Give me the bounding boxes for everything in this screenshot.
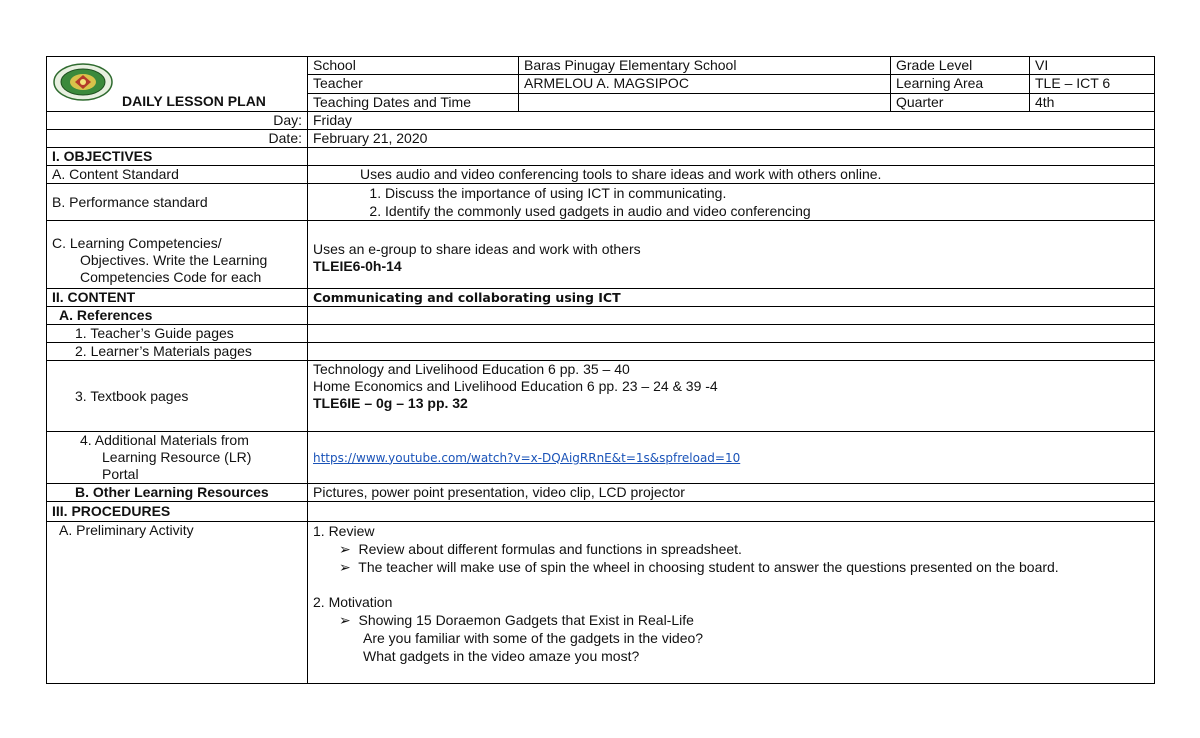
competencies-label-line: Objectives. Write the Learning bbox=[80, 252, 268, 268]
grade-value: VI bbox=[1030, 57, 1155, 75]
area-label: Learning Area bbox=[891, 75, 1030, 93]
lm-empty bbox=[308, 343, 1155, 361]
preliminary-value bbox=[308, 522, 1155, 684]
textbook-code: TLE6IE – 0g – 13 pp. 32 bbox=[313, 395, 468, 411]
lesson-plan-page bbox=[46, 56, 1154, 684]
dates-label: Teaching Dates and Time bbox=[308, 93, 519, 111]
competencies-label-line: Competencies Code for each bbox=[80, 269, 262, 285]
motivation-item: Showing 15 Doraemon Gadgets that Exist in Real-Life bbox=[358, 612, 694, 628]
school-value: Baras Pinugay Elementary School bbox=[519, 57, 891, 75]
lesson-plan-table bbox=[46, 56, 1155, 684]
other-resources-label: B. Other Learning Resources bbox=[47, 484, 308, 502]
review-item: The teacher will make use of spin the wheel in choosing student to answer the questions presented on the board. bbox=[358, 559, 1059, 575]
additional-label bbox=[47, 432, 308, 484]
additional-label-line: 4. Additional Materials from bbox=[80, 432, 249, 448]
objectives-empty bbox=[308, 148, 1155, 166]
competencies-value bbox=[308, 221, 1155, 289]
list-item: 1. Discuss the importance of using ICT in communicating. bbox=[385, 184, 1149, 202]
lr-portal-link[interactable]: https://www.youtube.com/watch?v=x-DQAigRRnE&t=1s&spfreload=10 bbox=[313, 450, 741, 465]
content-standard-label: A. Content Standard bbox=[47, 166, 308, 184]
area-value: TLE – ICT 6 bbox=[1030, 75, 1155, 93]
procedures-heading: III. PROCEDURES bbox=[47, 502, 308, 522]
day-label: Day: bbox=[47, 112, 308, 130]
date-label: Date: bbox=[47, 130, 308, 148]
school-label: School bbox=[308, 57, 519, 75]
arrow-bullet-icon: ➢ bbox=[339, 541, 351, 557]
content-value: Communicating and collaborating using ICT bbox=[308, 289, 1155, 307]
day-value: Friday bbox=[308, 112, 1155, 130]
list-item bbox=[313, 558, 1149, 576]
references-heading: A. References bbox=[47, 307, 308, 325]
list-item: 2. Identify the commonly used gadgets in audio and video conferencing bbox=[385, 202, 1149, 220]
teacher-label: Teacher bbox=[308, 75, 519, 93]
school-seal-icon bbox=[53, 63, 113, 101]
competencies-text: Uses an e-group to share ideas and work with others bbox=[313, 240, 641, 257]
quarter-label: Quarter bbox=[891, 93, 1030, 111]
arrow-bullet-icon: ➢ bbox=[339, 559, 351, 575]
additional-value bbox=[308, 432, 1155, 484]
lm-label: 2. Learner’s Materials pages bbox=[47, 343, 308, 361]
motivation-question: What gadgets in the video amaze you most? bbox=[363, 648, 640, 664]
textbook-line: Technology and Livelihood Education 6 pp. 35 – 40 bbox=[313, 361, 630, 377]
objectives-heading: I. OBJECTIVES bbox=[47, 148, 308, 166]
tg-label: 1. Teacher’s Guide pages bbox=[47, 325, 308, 343]
procedures-empty bbox=[308, 502, 1155, 522]
teacher-value: ARMELOU A. MAGSIPOC bbox=[519, 75, 891, 93]
header-logo-cell bbox=[47, 57, 308, 112]
textbook-line: Home Economics and Livelihood Education 6 pp. 23 – 24 & 39 -4 bbox=[313, 378, 718, 394]
references-empty bbox=[308, 307, 1155, 325]
review-title: 1. Review bbox=[313, 523, 375, 539]
performance-list bbox=[313, 184, 1149, 220]
additional-label-line: Portal bbox=[102, 466, 139, 482]
performance-value bbox=[308, 184, 1155, 221]
additional-label-line: Learning Resource (LR) bbox=[102, 449, 252, 465]
arrow-bullet-icon: ➢ bbox=[339, 612, 351, 628]
motivation-title: 2. Motivation bbox=[313, 594, 393, 610]
review-item: Review about different formulas and functions in spreadsheet. bbox=[358, 541, 742, 557]
page-title: DAILY LESSON PLAN bbox=[122, 93, 266, 109]
dates-value bbox=[519, 93, 891, 111]
content-standard-value: Uses audio and video conferencing tools to share ideas and work with others online. bbox=[308, 166, 1155, 184]
textbook-value bbox=[308, 361, 1155, 432]
textbook-label: 3. Textbook pages bbox=[47, 361, 308, 432]
preliminary-label: A. Preliminary Activity bbox=[47, 522, 308, 684]
date-value: February 21, 2020 bbox=[308, 130, 1155, 148]
motivation-question: Are you familiar with some of the gadgets in the video? bbox=[363, 630, 704, 646]
competencies-label bbox=[47, 221, 308, 289]
quarter-value: 4th bbox=[1030, 93, 1155, 111]
list-item bbox=[313, 611, 1149, 629]
other-resources-value: Pictures, power point presentation, video clip, LCD projector bbox=[308, 484, 1155, 502]
competencies-code: TLEIE6-0h-14 bbox=[313, 257, 402, 274]
performance-label: B. Performance standard bbox=[47, 184, 308, 221]
content-heading: II. CONTENT bbox=[47, 289, 308, 307]
tg-empty bbox=[308, 325, 1155, 343]
competencies-label-line: C. Learning Competencies/ bbox=[52, 235, 222, 251]
list-item bbox=[313, 540, 1149, 558]
grade-label: Grade Level bbox=[891, 57, 1030, 75]
spacer bbox=[313, 576, 1149, 593]
